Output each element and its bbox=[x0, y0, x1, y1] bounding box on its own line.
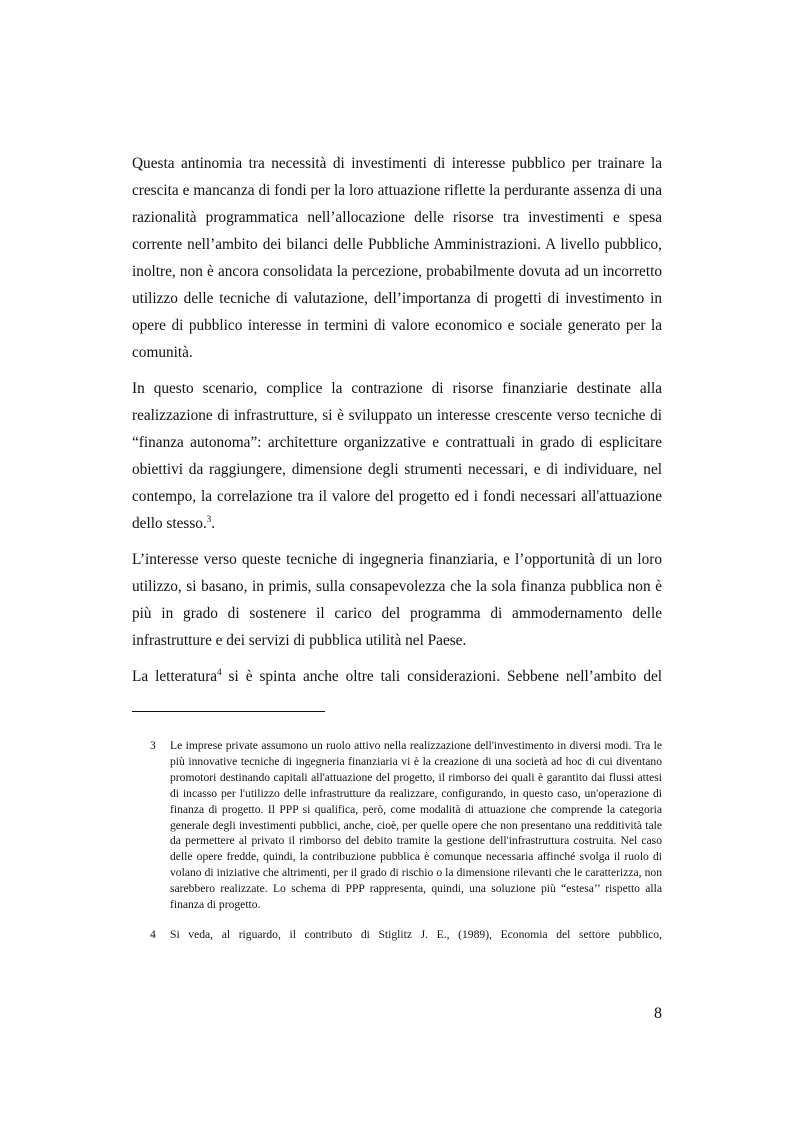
body-text bbox=[132, 150, 662, 690]
paragraph-text-tail: . bbox=[211, 515, 216, 532]
footnote-ref-4[interactable]: 4 bbox=[217, 666, 222, 677]
paragraph-text: In questo scenario, complice la contrazione di risorse finanziarie destinate alla realizzazione di infrastrutture, si è sviluppato un interesse crescente verso tecniche di “finanza autonoma”: architetture organizzative e contrattuali in grado di esplicitare obiettivi da raggiungere, dimensione degli strumenti necessari, e di individuare, nel contempo, la correlazione tra il valore del progetto ed i fondi necessari all'attuazione dello stesso. bbox=[132, 380, 662, 532]
page-number: 8 bbox=[654, 1005, 662, 1022]
footnote-number: 4 bbox=[150, 927, 156, 941]
footnote-text: Si veda, al riguardo, il contributo di Stiglitz J. E., (1989), Economia del settore pubblico, bbox=[170, 927, 662, 941]
paragraph-text: Questa antinomia tra necessità di investimenti di interesse pubblico per trainare la crescita e mancanza di fondi per la loro attuazione riflette la perdurante assenza di una razionalità programmatica nell’allocazione delle risorse tra investimenti e spesa corrente nell’ambito dei bilanci delle Pubbliche Amministrazioni. A livello pubblico, inoltre, non è ancora consolidata la percezione, probabilmente dovuta ad un incorretto utilizzo delle tecniche di valutazione, dell’importanza di progetti di investimento in opere di pubblico interesse in termini di valore economico e sociale generato per la comunità. bbox=[132, 155, 662, 361]
footnote-number: 3 bbox=[150, 739, 156, 752]
paragraph-text: L’interesse verso queste tecniche di ingegneria finanziaria, e l’opportunità di un loro utilizzo, si basano, in primis, sulla consapevolezza che la sola finanza pubblica non è più in grado di sostenere il carico del programma di ammodernamento delle infrastrutture e dei servizi di pubblica utilità nel Paese. bbox=[132, 551, 662, 649]
paragraph-4 bbox=[132, 663, 662, 690]
footnote-3 bbox=[150, 738, 662, 913]
footnote-text: Le imprese private assumono un ruolo attivo nella realizzazione dell'investimento in diversi modi. Tra le più innovative tecniche di ingegneria finanziaria vi è la creazione di una società ad hoc di cui diventano promotori destinando capitali all'attuazione del progetto, il rimborso dei quali è garantito dai flussi attesi di incasso per l'utilizzo delle infrastrutture da realizzare, configurando, in questo caso, un'operazione di finanza di progetto. Il PPP si qualifica, però, come modalità di attuazione che comprende la categoria generale degli investimenti pubblici, anche, cioè, per quelle opere che non presentano una redditività tale da permettere al privato il rimborso del debito tramite la gestione dell'infrastruttura costruita. Nel caso delle opere fredde, quindi, la contribuzione pubblica è comunque necessaria affinché svolga il ruolo di volano di iniziative che altrimenti, per il grado di rischio o la dimensione rilevanti che le caratterizza, non sarebbero realizzate. Lo schema di PPP rappresenta, quindi, una soluzione più “estesa’’ rispetto alla finanza di progetto. bbox=[170, 739, 662, 912]
paragraph-text-head: La letteratura bbox=[132, 668, 218, 685]
footnote-4 bbox=[150, 927, 662, 943]
paragraph-text: si è spinta anche oltre tali considerazioni. Sebbene nell’ambito del bbox=[221, 668, 663, 685]
footnote-ref-3[interactable]: 3 bbox=[206, 513, 212, 524]
footnote-separator bbox=[132, 711, 325, 712]
paragraph-3 bbox=[132, 546, 662, 654]
paragraph-2 bbox=[132, 375, 662, 537]
footnotes bbox=[150, 738, 662, 957]
paragraph-1 bbox=[132, 150, 662, 366]
